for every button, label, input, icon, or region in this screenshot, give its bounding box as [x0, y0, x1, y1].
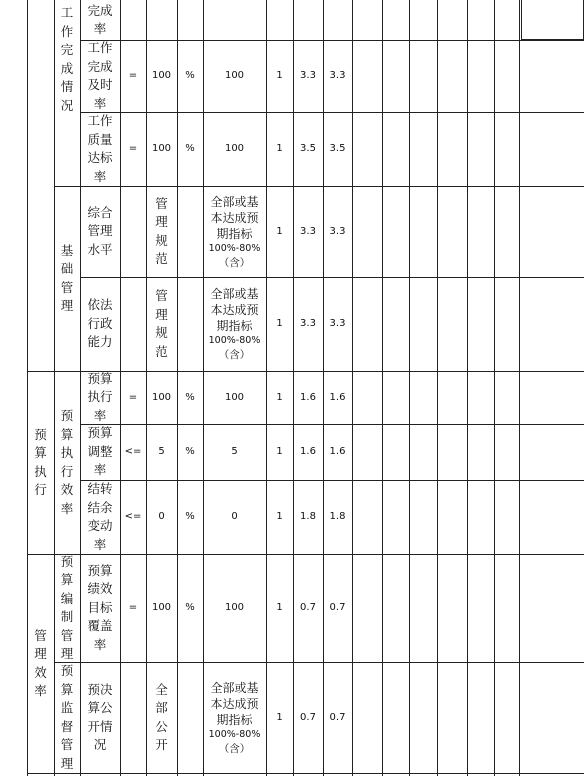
indicator-cell: 工作质量达标率 [87, 113, 113, 184]
score-cell: 1.8 [300, 511, 316, 522]
indicator-cell: 依法行政能力 [87, 297, 113, 350]
grid-line [519, 0, 520, 776]
grid-line [494, 0, 495, 776]
subcategory-work-completion: 工作完成情况 [60, 5, 74, 113]
got-score-cell: 0.7 [329, 602, 346, 613]
actual-cell: 100 [224, 602, 245, 613]
operator-cell: = [128, 602, 138, 613]
actual-cell: 0 [231, 511, 238, 522]
actual-cell: 全部或基本达成预期指标 100%-80% （含） [208, 194, 261, 269]
unit-cell: % [185, 446, 195, 457]
got-score-cell: 1.8 [329, 511, 346, 522]
corner-box [521, 0, 584, 40]
indicator-cell: 预决算公开情况 [87, 681, 113, 752]
target-cell: 100 [151, 143, 172, 154]
operator-cell: = [128, 70, 138, 81]
indicator-cell: 结转结余变动率 [87, 481, 113, 552]
operator-cell: = [128, 143, 138, 154]
grid-line [382, 0, 383, 776]
grid-line [437, 0, 438, 776]
indicator-cell: 预算绩效目标覆盖率 [87, 562, 113, 652]
got-score-cell: 3.5 [329, 143, 346, 154]
operator-cell: <= [124, 446, 142, 457]
unit-cell: % [185, 391, 195, 403]
target-cell: 管理规范 [155, 288, 168, 359]
operator-cell: = [128, 391, 138, 403]
category-budget-execution: 预算执行 [34, 426, 47, 497]
got-score-cell: 1.6 [329, 446, 346, 457]
indicator-cell: 预算执行率 [87, 370, 113, 423]
got-score-cell: 3.3 [329, 225, 346, 237]
got-score-cell: 0.7 [329, 711, 346, 723]
unit-cell: % [185, 602, 195, 613]
score-cell: 3.3 [300, 70, 316, 81]
actual-cell: 100 [224, 391, 245, 403]
target-cell: 100 [151, 602, 172, 613]
weight-cell: 1 [276, 602, 283, 613]
actual-cell: 全部或基本达成预期指标 100%-80% （含） [208, 287, 261, 361]
score-cell: 3.5 [300, 143, 316, 154]
score-cell: 0.7 [300, 711, 316, 723]
subcategory-budget-preparation: 预算编制管理 [60, 553, 74, 661]
score-cell: 1.6 [300, 391, 316, 403]
indicator-cell: 工作完成及时率 [87, 40, 113, 111]
weight-cell: 1 [276, 318, 283, 329]
indicator-cell: 预算调整率 [87, 425, 113, 478]
score-cell: 0.7 [300, 602, 316, 613]
actual-cell: 100 [224, 70, 245, 81]
weight-cell: 1 [276, 446, 283, 457]
target-cell: 0 [158, 511, 165, 522]
target-cell: 管理规范 [155, 195, 168, 266]
got-score-cell: 3.3 [329, 70, 346, 81]
weight-cell: 1 [276, 391, 283, 403]
unit-cell: % [185, 70, 195, 81]
grid-line [467, 0, 468, 776]
actual-cell: 100 [224, 143, 245, 154]
subcategory-budget-supervision: 预算监督管理 [60, 663, 74, 771]
grid-line [352, 0, 353, 776]
weight-cell: 1 [276, 143, 283, 154]
score-cell: 1.6 [300, 446, 316, 457]
category-management-efficiency: 管理效率 [34, 627, 47, 698]
weight-cell: 1 [276, 225, 283, 237]
target-cell: 5 [158, 446, 165, 457]
weight-cell: 1 [276, 711, 283, 723]
subcategory-basic-management: 基础管理 [60, 242, 74, 313]
actual-cell: 5 [231, 446, 238, 457]
indicator-cell: 综合管理水平 [87, 204, 113, 257]
actual-cell: 全部或基本达成预期指标 100%-80% （含） [208, 680, 261, 755]
weight-cell: 1 [276, 70, 283, 81]
grid-line [409, 0, 410, 776]
got-score-cell: 1.6 [329, 391, 346, 403]
unit-cell: % [185, 511, 195, 522]
subcategory-budget-efficiency: 预算执行效率 [60, 408, 74, 516]
grid-line [27, 773, 584, 774]
operator-cell: <= [124, 511, 142, 522]
got-score-cell: 3.3 [329, 318, 346, 329]
score-cell: 3.3 [300, 225, 316, 237]
target-cell: 100 [151, 70, 172, 81]
weight-cell: 1 [276, 511, 283, 522]
indicator-cell: 完成率 [87, 2, 113, 36]
unit-cell: % [185, 143, 195, 154]
target-cell: 全部公开 [155, 681, 168, 752]
score-cell: 3.3 [300, 318, 316, 329]
target-cell: 100 [151, 391, 172, 403]
